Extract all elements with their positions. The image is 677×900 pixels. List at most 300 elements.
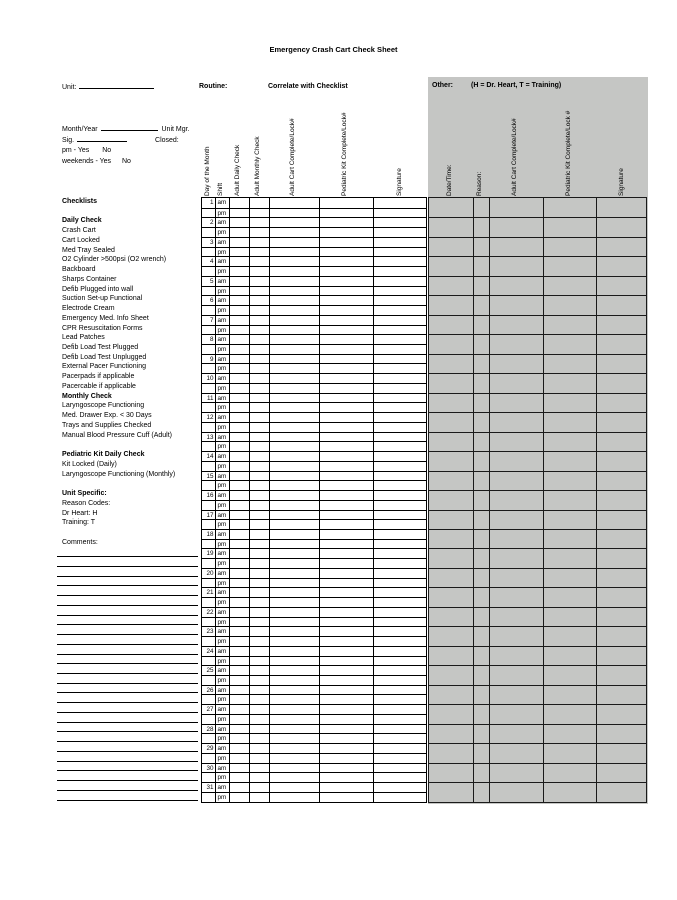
other-cell [596,529,646,548]
other-cell [543,626,596,645]
check-cell [249,412,269,422]
other-cell [596,763,646,782]
check-cell [319,792,373,802]
other-cell [543,354,596,373]
check-cell [373,276,426,286]
check-cell [319,626,373,636]
day-cell: 26 [202,685,215,695]
check-cell [319,373,373,383]
check-cell [319,763,373,773]
check-cell [229,432,249,442]
check-cell [319,315,373,325]
other-cell [489,412,543,431]
check-cell [229,724,249,734]
checklist-label: Daily Check [62,217,102,225]
check-cell [249,607,269,617]
check-cell [229,227,249,237]
check-cell [229,217,249,227]
other-cell [596,393,646,412]
check-cell [373,607,426,617]
routine-column-header-7: Signature [395,168,403,196]
check-cell [229,578,249,588]
check-cell [269,363,319,373]
check-cell [319,295,373,305]
shift-cell: am [215,217,229,227]
checklist-label-spacer [57,440,198,450]
other-cell [596,373,646,392]
check-cell [249,237,269,247]
other-cell [543,607,596,626]
check-cell [229,276,249,286]
check-cell [229,237,249,247]
routine-column-header-3: Adult Daily Check [234,144,241,196]
day-cell [202,500,215,510]
checklist-label: Backboard [62,266,96,274]
check-cell [373,393,426,403]
check-cell [373,422,426,432]
check-cell [269,626,319,636]
check-cell [249,325,269,335]
day-cell: 25 [202,665,215,675]
routine-column-header-5: Adult Cart Complete/Lock# [289,118,296,196]
other-cell [429,256,473,275]
day-cell [202,656,215,666]
check-cell [269,519,319,529]
other-cell [429,548,473,567]
check-cell [229,704,249,714]
pm-no-label: No [102,147,112,154]
month-year-blank-line [101,124,158,131]
check-cell [229,266,249,276]
checklist-label: Defib Load Test Plugged [62,344,139,352]
check-cell [319,266,373,276]
check-cell [269,510,319,520]
day-cell [202,266,215,276]
other-cell [543,334,596,353]
other-cell [429,490,473,509]
check-cell [269,490,319,500]
checklist-label: Laryngoscope Functioning (Monthly) [62,470,176,478]
check-cell [249,529,269,539]
checklist-label: Comments: [62,538,98,546]
other-cell [429,334,473,353]
other-cell [543,782,596,801]
routine-column-header-2: Shift [217,182,224,196]
routine-label: Routine: [199,83,228,90]
other-cell [596,743,646,762]
check-cell [269,792,319,802]
check-cell [229,490,249,500]
day-cell: 17 [202,510,215,520]
checklist-label: Unit Specific: [62,490,107,498]
day-cell [202,636,215,646]
other-cell [489,256,543,275]
check-cell [229,412,249,422]
month-year-label: Month/Year [62,126,98,133]
check-cell [319,451,373,461]
check-cell [319,597,373,607]
check-cell [319,772,373,782]
comment-blank-line [57,742,198,752]
checklist-label: Sharps Container [62,275,117,283]
other-cell [429,763,473,782]
check-cell [229,792,249,802]
other-cell [429,412,473,431]
other-legend: (H = Dr. Heart, T = Training) [471,82,562,89]
checklist-label-column [57,197,198,801]
day-cell [202,597,215,607]
shift-cell: am [215,743,229,753]
check-cell [249,568,269,578]
check-cell [319,694,373,704]
comment-blank-line [57,616,198,626]
shift-cell: pm [215,325,229,335]
check-cell [269,724,319,734]
day-cell: 30 [202,763,215,773]
comment-blank-line [57,655,198,665]
day-cell [202,558,215,568]
check-cell [229,772,249,782]
check-cell [269,480,319,490]
check-cell [229,305,249,315]
day-cell [202,694,215,704]
check-cell [249,694,269,704]
day-cell [202,772,215,782]
day-cell [202,480,215,490]
check-cell [269,763,319,773]
check-cell [229,480,249,490]
other-cell [429,198,473,217]
check-cell [249,295,269,305]
check-cell [269,383,319,393]
check-cell [249,344,269,354]
other-cell [473,529,489,548]
check-cell [373,286,426,296]
check-cell [229,636,249,646]
shift-cell: pm [215,675,229,685]
check-cell [249,763,269,773]
check-cell [269,315,319,325]
check-cell [249,626,269,636]
other-cell [473,665,489,684]
day-cell: 16 [202,490,215,500]
check-cell [249,315,269,325]
comment-blank-line [57,547,198,557]
correlate-label: Correlate with Checklist [268,83,348,90]
check-cell [269,441,319,451]
other-cell [473,393,489,412]
shift-cell: am [215,373,229,383]
check-cell [269,471,319,481]
shift-cell: am [215,412,229,422]
other-cell [489,471,543,490]
day-cell [202,461,215,471]
other-cell [473,237,489,256]
check-cell [229,402,249,412]
sig-label: Sig. [62,137,75,144]
routine-column-header-4: Adult Monthly Check [254,136,261,196]
check-cell [319,578,373,588]
check-cell [249,617,269,627]
other-cell [489,763,543,782]
other-cell [543,373,596,392]
shift-cell: am [215,665,229,675]
day-cell [202,383,215,393]
check-cell [249,363,269,373]
check-cell [229,617,249,627]
other-cell [596,568,646,587]
comment-blank-line [57,723,198,733]
other-cell [489,276,543,295]
check-cell [373,305,426,315]
check-cell [319,402,373,412]
check-cell [269,578,319,588]
check-cell [373,597,426,607]
other-cell [489,587,543,606]
other-cell [489,198,543,217]
checklist-label: Dr Heart: H [62,509,98,517]
check-cell [373,685,426,695]
shift-cell: pm [215,305,229,315]
shift-cell: pm [215,558,229,568]
shift-cell: pm [215,792,229,802]
other-cell [473,704,489,723]
shift-cell: pm [215,733,229,743]
shift-cell: am [215,256,229,266]
check-cell [319,325,373,335]
check-cell [373,344,426,354]
check-cell [373,782,426,792]
check-cell [229,782,249,792]
check-cell [373,743,426,753]
other-cell [473,432,489,451]
shift-cell: pm [215,753,229,763]
other-column-header-4: Pediatric Kit Complete/Lock # [564,110,572,196]
check-cell [249,782,269,792]
check-cell [373,694,426,704]
comment-blank-line [57,684,198,694]
check-cell [319,587,373,597]
other-cell [543,217,596,236]
shift-cell: pm [215,286,229,296]
other-cell [429,510,473,529]
check-cell [373,792,426,802]
shift-cell: pm [215,578,229,588]
day-cell: 4 [202,256,215,266]
check-cell [373,529,426,539]
check-cell [269,617,319,627]
day-cell: 13 [202,432,215,442]
other-cell [489,490,543,509]
other-cell [429,587,473,606]
day-cell: 3 [202,237,215,247]
check-cell [373,363,426,373]
checklist-label: Kit Locked (Daily) [62,460,117,468]
shift-cell: pm [215,519,229,529]
other-cell [473,548,489,567]
check-cell [229,383,249,393]
other-cell [429,685,473,704]
check-cell [373,656,426,666]
other-cell [429,315,473,334]
check-cell [249,334,269,344]
shift-cell: am [215,295,229,305]
other-cell [543,548,596,567]
check-cell [319,305,373,315]
check-cell [249,636,269,646]
check-cell [319,344,373,354]
day-cell: 28 [202,724,215,734]
check-cell [269,685,319,695]
check-cell [269,286,319,296]
shift-cell: pm [215,441,229,451]
check-cell [269,656,319,666]
check-cell [249,441,269,451]
check-cell [373,772,426,782]
other-cell [543,490,596,509]
other-cell [543,529,596,548]
day-cell [202,578,215,588]
check-cell [229,373,249,383]
check-cell [373,315,426,325]
comment-blank-line [57,645,198,655]
check-cell [373,256,426,266]
check-cell [373,500,426,510]
check-cell [229,461,249,471]
check-cell [269,208,319,218]
check-cell [229,597,249,607]
check-cell [373,714,426,724]
check-cell [373,480,426,490]
check-cell [319,208,373,218]
checklist-label: Emergency Med. Info Sheet [62,314,149,322]
other-cell [596,256,646,275]
other-cell [543,412,596,431]
checklist-label: External Pacer Functioning [62,363,147,371]
shift-cell: pm [215,266,229,276]
other-cell [543,256,596,275]
check-cell [249,597,269,607]
routine-column-header-6: Pediatric Kit Complete/Lock# [341,112,348,196]
comment-blank-line [57,586,198,596]
check-cell [373,354,426,364]
check-cell [319,519,373,529]
day-cell: 27 [202,704,215,714]
checklist-label: Training: T [62,519,96,527]
day-cell [202,733,215,743]
check-cell [373,587,426,597]
check-cell [249,373,269,383]
check-cell [319,422,373,432]
other-cell [429,471,473,490]
check-cell [373,626,426,636]
check-cell [319,461,373,471]
day-cell [202,753,215,763]
other-cell [429,626,473,645]
check-cell [319,724,373,734]
check-cell [373,724,426,734]
check-cell [319,441,373,451]
day-cell: 24 [202,646,215,656]
comment-blank-line [57,674,198,684]
shift-cell: am [215,393,229,403]
check-cell [373,490,426,500]
check-cell [229,733,249,743]
day-cell [202,344,215,354]
other-cell [473,626,489,645]
check-cell [319,675,373,685]
other-cell [596,451,646,470]
checklist-label: Defib Load Test Unplugged [62,353,147,361]
other-cell [473,510,489,529]
day-cell [202,208,215,218]
shift-cell: am [215,548,229,558]
check-cell [229,529,249,539]
shift-cell: am [215,587,229,597]
check-cell [249,286,269,296]
other-cell [596,724,646,743]
check-cell [269,412,319,422]
checklist-label: Monthly Check [62,392,112,400]
other-cell [489,704,543,723]
check-cell [249,393,269,403]
shift-cell: pm [215,383,229,393]
weekends-no-label: No [122,158,131,165]
check-cell [269,714,319,724]
check-cell [319,237,373,247]
day-cell: 15 [202,471,215,481]
other-column-header-1: Date/Time: [446,164,453,196]
other-cell [473,471,489,490]
check-cell [249,714,269,724]
check-cell [373,402,426,412]
day-cell: 20 [202,568,215,578]
check-cell [269,217,319,227]
check-cell [249,247,269,257]
day-cell [202,305,215,315]
check-cell [373,373,426,383]
other-cell [596,295,646,314]
shift-cell: pm [215,597,229,607]
shift-cell: am [215,724,229,734]
day-cell: 1 [209,199,214,206]
other-cell [489,646,543,665]
shift-cell: am [215,510,229,520]
other-cell [489,743,543,762]
other-cell [489,237,543,256]
other-cell [473,256,489,275]
check-cell [373,383,426,393]
other-cell [489,334,543,353]
check-cell [269,548,319,558]
other-cell [489,393,543,412]
day-cell: 31 [202,782,215,792]
other-cell [429,568,473,587]
check-cell [319,412,373,422]
check-cell [269,704,319,714]
check-cell [249,646,269,656]
other-cell [429,451,473,470]
shift-cell: pm [215,247,229,257]
check-cell [319,539,373,549]
other-cell [473,782,489,801]
shift-cell: am [215,334,229,344]
check-cell [269,295,319,305]
check-cell [319,471,373,481]
check-cell [229,510,249,520]
other-column-header-5: Signature [617,168,625,196]
pm-yes-label: pm - Yes [62,147,90,154]
